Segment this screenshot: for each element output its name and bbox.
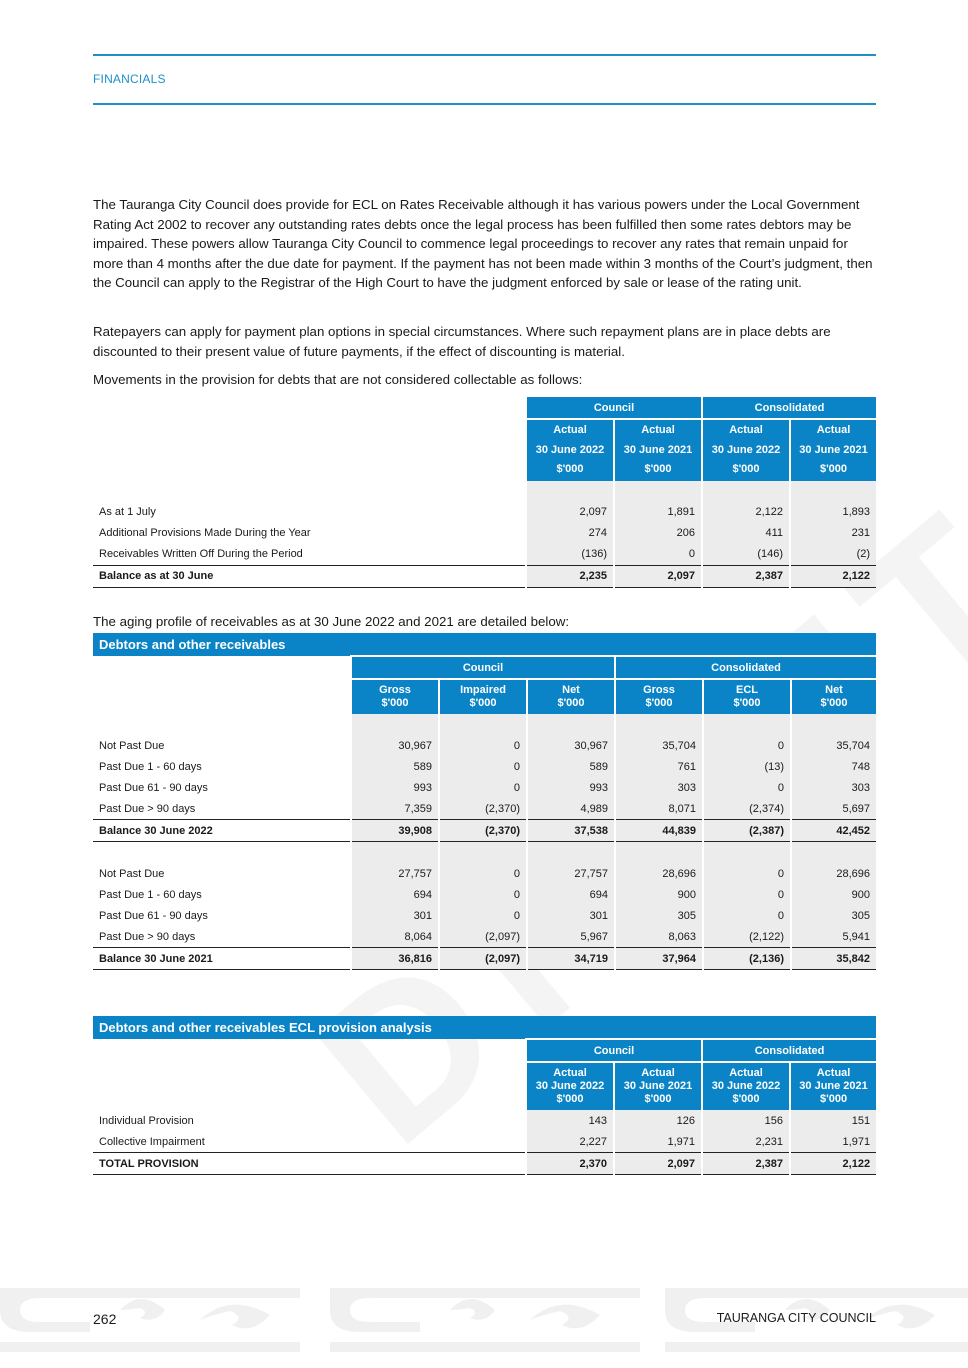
- row-label: Past Due 1 - 60 days: [99, 888, 202, 901]
- total-value: 42,452: [791, 820, 876, 842]
- table-total-row: [93, 820, 876, 842]
- total-value: 37,538: [527, 820, 615, 842]
- total-value: 37,964: [615, 948, 703, 970]
- table-column-header-row: [93, 419, 876, 481]
- ecl-provision-table: [93, 1016, 876, 1175]
- aging-table-title-row: [93, 633, 876, 656]
- cell-value: (2,374): [703, 798, 791, 820]
- table-row: Individual Provision 143 126 156 151: [93, 1110, 876, 1131]
- cell-value: 28,696: [615, 863, 703, 884]
- header-top-rule: [93, 54, 876, 56]
- total-label: Balance 30 June 2022: [93, 820, 351, 842]
- cell-value: 748: [791, 756, 876, 777]
- cell-value: 0: [703, 863, 791, 884]
- group-consolidated: Consolidated: [702, 397, 876, 419]
- cell-value: 900: [615, 884, 703, 905]
- section-label: FINANCIALS: [93, 72, 166, 86]
- paragraph-aging-intro: The aging profile of receivables as at 30 June 2022 and 2021 are detailed below:: [93, 614, 570, 629]
- cell-value: 27,757: [527, 863, 615, 884]
- cell-value: 5,967: [527, 926, 615, 948]
- cell-value: 305: [615, 905, 703, 926]
- header-bottom-rule: [93, 103, 876, 105]
- group-council: Council: [351, 656, 615, 679]
- row-label: Past Due > 90 days: [99, 802, 196, 815]
- col-consolidated-2021: Actual 30 June 2021 $'000: [790, 419, 876, 481]
- cell-value: 301: [527, 905, 615, 926]
- cell-value: 8,064: [351, 926, 439, 948]
- row-label: Not Past Due: [99, 867, 165, 880]
- col-council-net: Net $'000: [527, 679, 615, 714]
- col-council-2021: Actual 30 June 2021 $'000: [614, 1062, 702, 1110]
- cell-value: 303: [615, 777, 703, 798]
- col-council-2022: Actual 30 June 2022 $'000: [526, 1062, 614, 1110]
- group-consolidated: Consolidated: [702, 1039, 876, 1062]
- cell-value: 303: [791, 777, 876, 798]
- cell-value: 0: [439, 905, 527, 926]
- cell-value: 0: [703, 884, 791, 905]
- col-council-2022: Actual 30 June 2022 $'000: [526, 419, 614, 481]
- col-consolidated-2021: Actual 30 June 2021 $'000: [790, 1062, 876, 1110]
- cell-value: 27,757: [351, 863, 439, 884]
- provision-movements-table: [93, 397, 876, 588]
- col-council-2021: Actual 30 June 2021 $'000: [614, 419, 702, 481]
- footer-org-name: TAURANGA CITY COUNCIL: [716, 1311, 876, 1325]
- cell-value: 0: [439, 863, 527, 884]
- table-row: [93, 863, 876, 884]
- table-row: [93, 756, 876, 777]
- cell-value: 900: [791, 884, 876, 905]
- aging-table-title: Debtors and other receivables: [93, 633, 876, 656]
- cell-value: 30,967: [527, 735, 615, 756]
- cell-value: 694: [351, 884, 439, 905]
- col-consolidated-net: Net $'000: [791, 679, 876, 714]
- cell-value: 0: [703, 777, 791, 798]
- table-row: Receivables Written Off During the Period (136) 0 (146) (2): [93, 544, 876, 566]
- cell-value: 761: [615, 756, 703, 777]
- cell-value: 0: [439, 777, 527, 798]
- cell-value: 8,071: [615, 798, 703, 820]
- table-row: [93, 798, 876, 820]
- cell-value: 305: [791, 905, 876, 926]
- col-consolidated-2022: Actual 30 June 2022 $'000: [702, 1062, 790, 1110]
- col-consolidated-2022: Actual 30 June 2022 $'000: [702, 419, 790, 481]
- table-total-row: TOTAL PROVISION 2,370 2,097 2,387 2,122: [93, 1153, 876, 1175]
- table-row: [93, 777, 876, 798]
- table-row: Collective Impairment 2,227 1,971 2,231 1,971: [93, 1131, 876, 1153]
- cell-value: 0: [439, 884, 527, 905]
- cell-value: 694: [527, 884, 615, 905]
- cell-value: 993: [527, 777, 615, 798]
- row-label: Not Past Due: [99, 739, 165, 752]
- total-value: (2,097): [439, 948, 527, 970]
- cell-value: 4,989: [527, 798, 615, 820]
- table-row: [93, 926, 876, 948]
- paragraph-ecl-rates: The Tauranga City Council does provide for ECL on Rates Receivable although it has various powers under the Local Government Rating Act 2002 to recover any outstanding rates debts once the legal process has been fulfilled then some rates debtors may be impaired. These powers allow Tauranga City Council to commence legal proceedings to recover any rates that remain unpaid for more than 4 months after the due date for payment. If the payment has not been made within 3 months of the Court’s judgment, then the Council can apply to the Registrar of the High Court to have the judgment enforced by sale or lease of the rating unit.: [93, 197, 873, 290]
- cell-value: 5,941: [791, 926, 876, 948]
- total-value: (2,136): [703, 948, 791, 970]
- table-row: [93, 884, 876, 905]
- paragraph-movements-intro: Movements in the provision for debts that are not considered collectable as follows:: [93, 372, 583, 387]
- cell-value: 589: [527, 756, 615, 777]
- table-group-header-row: [93, 397, 876, 419]
- group-consolidated: Consolidated: [615, 656, 876, 679]
- group-council: Council: [526, 1039, 702, 1062]
- total-value: 35,842: [791, 948, 876, 970]
- table-total-row: [93, 948, 876, 970]
- total-label: Balance 30 June 2021: [93, 948, 351, 970]
- table-row: As at 1 July 2,097 1,891 2,122 1,893: [93, 502, 876, 523]
- cell-value: 30,967: [351, 735, 439, 756]
- page-number: 262: [93, 1311, 117, 1327]
- row-label: Past Due 61 - 90 days: [99, 781, 208, 794]
- cell-value: (2,097): [439, 926, 527, 948]
- row-label: Past Due 61 - 90 days: [99, 909, 208, 922]
- table-row: [93, 735, 876, 756]
- cell-value: 0: [703, 905, 791, 926]
- table-row: [93, 905, 876, 926]
- cell-value: 35,704: [791, 735, 876, 756]
- table-total-row: Balance as at 30 June 2,235 2,097 2,387 2,122: [93, 565, 876, 587]
- aging-profile-table: [93, 633, 876, 970]
- cell-value: 28,696: [791, 863, 876, 884]
- total-value: 34,719: [527, 948, 615, 970]
- group-council: Council: [526, 397, 702, 419]
- cell-value: 993: [351, 777, 439, 798]
- table-row: Additional Provisions Made During the Year 274 206 411 231: [93, 523, 876, 544]
- ecl-table-title: Debtors and other receivables ECL provision analysis: [93, 1016, 876, 1039]
- cell-value: (2,122): [703, 926, 791, 948]
- col-consolidated-ecl: ECL $'000: [703, 679, 791, 714]
- cell-value: 7,359: [351, 798, 439, 820]
- cell-value: 5,697: [791, 798, 876, 820]
- cell-value: (2,370): [439, 798, 527, 820]
- cell-value: 35,704: [615, 735, 703, 756]
- cell-value: 589: [351, 756, 439, 777]
- col-council-gross: Gross $'000: [351, 679, 439, 714]
- cell-value: 0: [703, 735, 791, 756]
- total-value: 36,816: [351, 948, 439, 970]
- cell-value: 8,063: [615, 926, 703, 948]
- cell-value: 0: [439, 756, 527, 777]
- cell-value: (13): [703, 756, 791, 777]
- col-consolidated-gross: Gross $'000: [615, 679, 703, 714]
- paragraph-payment-plans: Ratepayers can apply for payment plan options in special circumstances. Where such repayment plans are in place debts are discounted to their present value of future payments, if the effect of discounting is material.: [93, 324, 831, 359]
- col-council-impaired: Impaired $'000: [439, 679, 527, 714]
- cell-value: 0: [439, 735, 527, 756]
- total-value: 39,908: [351, 820, 439, 842]
- total-value: (2,387): [703, 820, 791, 842]
- row-label: Past Due > 90 days: [99, 930, 196, 943]
- total-value: 44,839: [615, 820, 703, 842]
- cell-value: 301: [351, 905, 439, 926]
- row-label: Past Due 1 - 60 days: [99, 760, 202, 773]
- total-value: (2,370): [439, 820, 527, 842]
